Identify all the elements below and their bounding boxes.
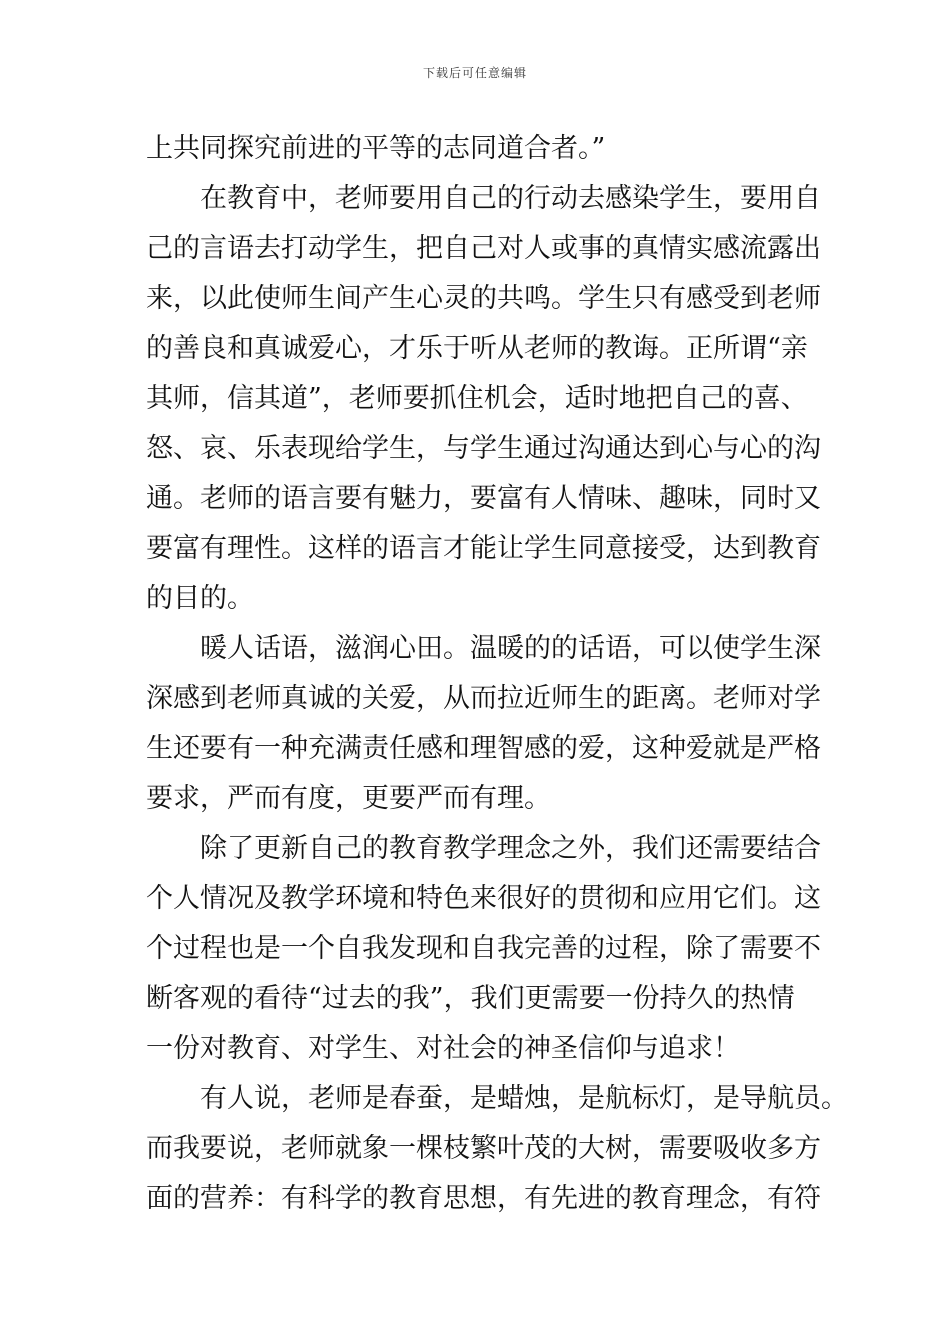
text-line-10: 的目的。: [146, 583, 254, 614]
text-line-17: 个过程也是一个自我发现和自我完善的过程，除了需要不: [146, 933, 821, 964]
text-line-12: 深感到老师真诚的关爱，从而拉近师生的距离。老师对学: [146, 683, 821, 714]
document-body: [146, 124, 848, 1224]
text-line-19: 一份对教育、对学生、对社会的神圣信仰与追求！: [146, 1033, 740, 1064]
text-line-13: 生还要有一种充满责任感和理智感的爱，这种爱就是严格: [146, 733, 821, 764]
text-line-7: 怒、哀、乐表现给学生，与学生通过沟通达到心与心的沟: [146, 433, 821, 464]
text-line-18: 断客观的看待“过去的我”，我们更需要一份持久的热情: [146, 983, 795, 1014]
text-line-16: 个人情况及教学环境和特色来很好的贯彻和应用它们。这: [146, 883, 821, 914]
text-line-6: 其师，信其道”，老师要抓住机会，适时地把自己的喜、: [146, 383, 808, 414]
text-line-15: 除了更新自己的教育教学理念之外，我们还需要结合: [200, 833, 821, 864]
text-line-22: 面的营养：有科学的教育思想，有先进的教育理念，有符: [146, 1183, 821, 1214]
text-line-11: 暖人话语，滋润心田。温暖的的话语，可以使学生深: [200, 633, 821, 664]
text-line-2: 在教育中，老师要用自己的行动去感染学生，要用自: [200, 183, 821, 214]
text-line-3: 己的言语去打动学生，把自己对人或事的真情实感流露出: [146, 233, 821, 264]
text-line-9: 要富有理性。这样的语言才能让学生同意接受，达到教育: [146, 533, 821, 564]
page-header: 下载后可任意编辑: [422, 66, 527, 80]
text-line-14: 要求，严而有度，更要严而有理。: [146, 783, 551, 814]
text-line-21: 而我要说，老师就象一棵枝繁叶茂的大树，需要吸收多方: [146, 1133, 821, 1164]
text-line-4: 来，以此使师生间产生心灵的共鸣。学生只有感受到老师: [146, 283, 821, 314]
text-line-8: 通。老师的语言要有魅力，要富有人情味、趣味，同时又: [146, 483, 821, 514]
text-line-1: 上共同探究前进的平等的志同道合者。”: [146, 133, 606, 164]
text-line-5: 的善良和真诚爱心，才乐于听从老师的教诲。正所谓“亲: [146, 333, 808, 364]
text-line-20: 有人说，老师是春蚕，是蜡烛，是航标灯，是导航员。: [200, 1083, 848, 1114]
